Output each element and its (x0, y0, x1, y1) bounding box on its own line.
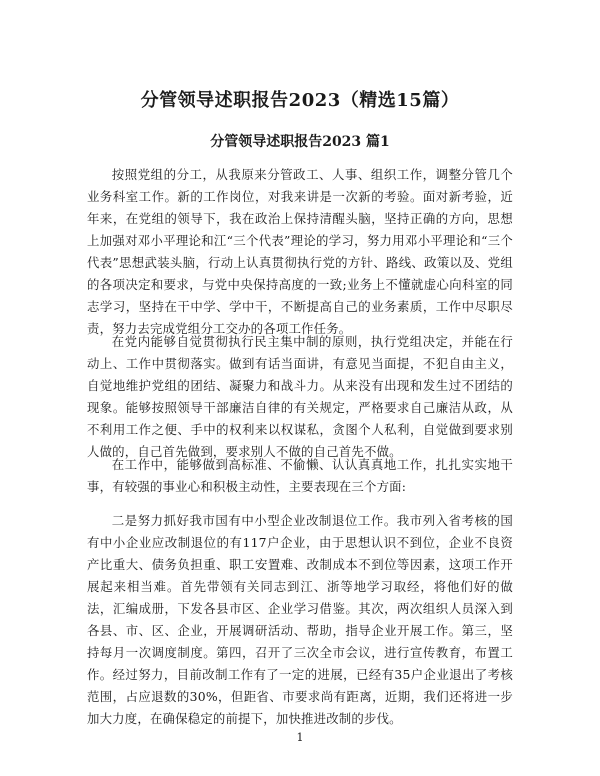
paragraph-3: 在工作中，能够做到高标准、不偷懒、认认真真地工作，扎扎实实地干事，有较强的事业心和积极主动性，主要表现在三个方面: (87, 457, 513, 494)
paragraph-2: 在党内能够自觉贯彻执行民主集中制的原则，执行党组决定，并能在行动上、工作中贯彻落实。做到有话当面讲，有意见当面提，不犯自由主义，自觉地维护党组的团结、凝聚力和战斗力。从来没有出现和发生过不团结的现象。能够按照领导干部廉洁自律的有关规定，严格要求自己廉洁从政，从不利用工作之便、手中的权利来以权谋私，贪图个人私利，自觉做到要求别人做的，自己首先做到，要求别人不做的自己首先不做。 (87, 334, 513, 459)
page-number: 1 (296, 731, 304, 744)
paragraph-1: 按照党组的分工，从我原来分管政工、人事、组织工作，调整分管几个业务科室工作。新的工作岗位，对我来讲是一次新的考验。面对新考验，近年来，在党组的领导下，我在政治上保持清醒头脑，坚持正确的方向，思想上加强对邓小平理论和江“三个代表”理论的学习，努力用邓小平理论和“三个代表”思想武装头脑，行动上认真贯彻执行党的方针、路线、政策以及、党组的各项决定和要求，与党中央保持高度的一致;业务上不懂就虚心向科室的同志学习，坚持在干中学、学中干，不断提高自己的业务素质，工作中尽职尽责，努力去完成党组分工交办的各项工作任务。 (87, 167, 513, 336)
section-heading: 分管领导述职报告2023 篇1 (210, 134, 390, 150)
document-title: 分管领导述职报告2023（精选15篇） (140, 90, 460, 111)
paragraph-4: 二是努力抓好我市国有中小型企业改制退位工作。我市列入省考核的国有中小企业应改制退位的有117户企业，由于思想认识不到位，企业不良资产比重大、债务负担重、职工安置难、改制成本不到位等因素，这项工作开展起来相当难。首先带领有关同志到江、浙等地学习取经，将他们好的做法，汇编成册，下发各县市区、企业学习借鉴。其次，两次组织人员深入到各县、市、区、企业，开展调研活动、帮助，指导企业开展工作。第三，坚持每月一次调度制度。第四，召开了三次全市会议，进行宣传教育，布置工作。经过努力，目前改制工作有了一定的进展，已经有35户企业退出了考核范围，占应退数的30%，但距省、市要求尚有距离，近期，我们还将进一步加大力度，在确保稳定的前提下，加快推进改制的步伐。 (87, 513, 513, 726)
